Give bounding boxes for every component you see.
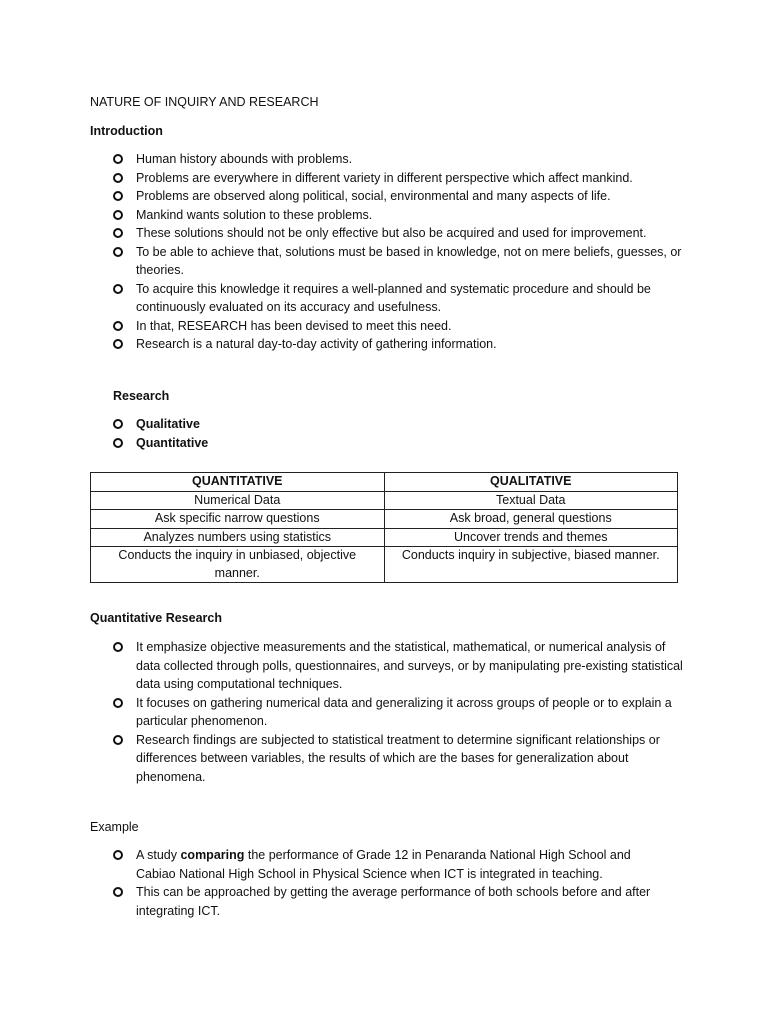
quantitative-research-heading: Quantitative Research	[90, 611, 222, 625]
column-header-qualitative: QUALITATIVE	[384, 473, 678, 492]
table-cell: Numerical Data	[91, 491, 385, 510]
comparison-table	[90, 472, 678, 583]
circle-bullet-icon	[113, 438, 123, 448]
list-item: Mankind wants solution to these problems.	[113, 206, 683, 225]
circle-bullet-icon	[113, 154, 123, 164]
table-cell: Analyzes numbers using statistics	[91, 528, 385, 547]
document-title: NATURE OF INQUIRY AND RESEARCH	[90, 95, 319, 109]
research-types-list	[113, 415, 683, 452]
list-item: Qualitative	[113, 415, 683, 434]
circle-bullet-icon	[113, 191, 123, 201]
circle-bullet-icon	[113, 735, 123, 745]
list-item: Problems are observed along political, social, environmental and many aspects of life.	[113, 187, 683, 206]
table-row	[91, 510, 678, 529]
circle-bullet-icon	[113, 247, 123, 257]
circle-bullet-icon	[113, 339, 123, 349]
circle-bullet-icon	[113, 887, 123, 897]
table-row	[91, 547, 678, 583]
table-cell: Uncover trends and themes	[384, 528, 678, 547]
list-item: Research is a natural day-to-day activity of gathering information.	[113, 335, 683, 354]
introduction-heading: Introduction	[90, 124, 163, 138]
circle-bullet-icon	[113, 321, 123, 331]
list-item: It emphasize objective measurements and the statistical, mathematical, or numerical analysis of data collected through polls, questionnaires, and surveys, or by manipulating pre-existing statistical data using computational techniques.	[113, 638, 685, 694]
circle-bullet-icon	[113, 284, 123, 294]
list-item: It focuses on gathering numerical data and generalizing it across groups of people or to explain a particular phenomenon.	[113, 694, 685, 731]
circle-bullet-icon	[113, 173, 123, 183]
table-cell: Conducts the inquiry in unbiased, objective manner.	[91, 547, 385, 583]
list-item: To acquire this knowledge it requires a well-planned and systematic procedure and should be continuously evaluated on its accuracy and usefulness.	[113, 280, 683, 317]
list-item: These solutions should not be only effective but also be acquired and used for improvement.	[113, 224, 683, 243]
list-item: This can be approached by getting the average performance of both schools before and after integrating ICT.	[113, 883, 673, 920]
list-item: Quantitative	[113, 434, 683, 453]
example-list	[113, 846, 673, 920]
list-item: To be able to achieve that, solutions must be based in knowledge, not on mere beliefs, guesses, or theories.	[113, 243, 683, 280]
list-item: A study comparing the performance of Grade 12 in Penaranda National High School and Cabiao National High School in Physical Science when ICT is integrated in teaching.	[113, 846, 673, 883]
circle-bullet-icon	[113, 228, 123, 238]
table-row	[91, 491, 678, 510]
table-cell: Ask broad, general questions	[384, 510, 678, 529]
circle-bullet-icon	[113, 698, 123, 708]
list-item: Problems are everywhere in different variety in different perspective which affect mankind.	[113, 169, 683, 188]
quantitative-research-list	[113, 638, 685, 786]
list-item: Human history abounds with problems.	[113, 150, 683, 169]
research-heading: Research	[113, 389, 170, 403]
circle-bullet-icon	[113, 419, 123, 429]
table-cell: Conducts inquiry in subjective, biased manner.	[384, 547, 678, 583]
table-cell: Ask specific narrow questions	[91, 510, 385, 529]
circle-bullet-icon	[113, 642, 123, 652]
table-header-row	[91, 473, 678, 492]
list-item: In that, RESEARCH has been devised to meet this need.	[113, 317, 683, 336]
circle-bullet-icon	[113, 850, 123, 860]
list-item: Research findings are subjected to statistical treatment to determine significant relationships or differences between variables, the results of which are the bases for generalization about phenomena.	[113, 731, 685, 787]
introduction-list	[113, 150, 683, 354]
circle-bullet-icon	[113, 210, 123, 220]
table-row	[91, 528, 678, 547]
table-cell: Textual Data	[384, 491, 678, 510]
column-header-quantitative: QUANTITATIVE	[91, 473, 385, 492]
example-heading: Example	[90, 820, 139, 834]
